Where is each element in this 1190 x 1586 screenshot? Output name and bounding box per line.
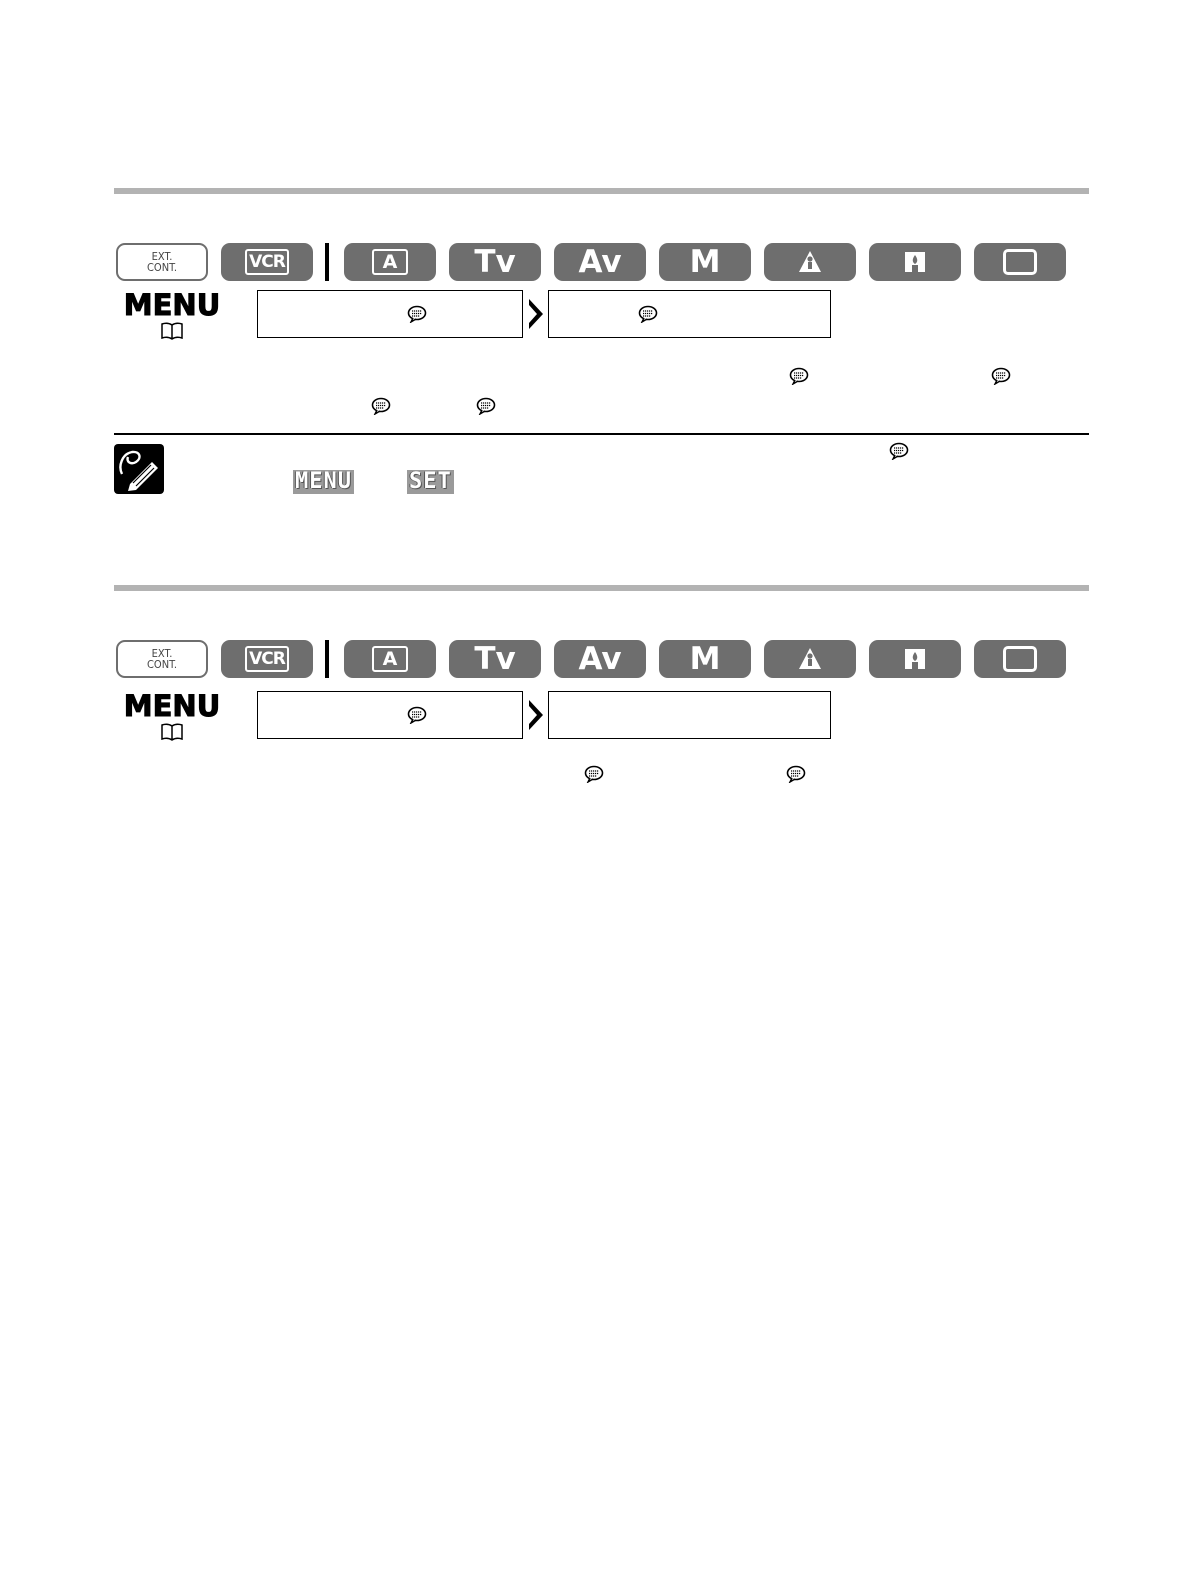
speech-bubble-icon [789,367,809,385]
section-divider [114,585,1089,591]
speech-bubble-icon [584,765,604,783]
mode-movie [974,640,1066,678]
mode-label: M [689,640,721,677]
speech-bubble-icon [476,397,496,415]
menu-reference [117,290,227,340]
mode-label: VCR [245,249,289,275]
mode-label: A [372,249,408,275]
movie-frame-icon [1003,646,1037,672]
lcd-menu-label: MENU [295,469,352,494]
pencil-note-icon [114,444,164,494]
mode-divider [325,640,329,678]
mode-vcr [221,640,313,678]
mode-manual [659,243,751,281]
mode-label: Tv [474,640,516,677]
book-icon [160,723,184,741]
note-divider [114,433,1089,435]
menu-path-box-2 [548,691,831,739]
mode-indicator-row [114,640,1089,678]
mode-tv [449,243,541,281]
mode-tv [449,640,541,678]
spotlight-mode-icon [902,646,928,672]
mode-manual [659,640,751,678]
speech-bubble-icon [407,305,427,323]
menu-reference [117,691,227,741]
mode-av [554,640,646,678]
mode-night [764,243,856,281]
arrow-right-icon [527,297,545,331]
speech-bubble-icon [638,305,658,323]
mode-ext-cont [116,243,208,281]
mode-label: A [372,646,408,672]
speech-bubble-icon [371,397,391,415]
spotlight-mode-icon [902,249,928,275]
lcd-set-label: SET [409,469,452,494]
mode-divider [325,243,329,281]
mode-spotlight [869,243,961,281]
arrow-right-icon [527,698,545,732]
menu-label: MENU [123,288,221,322]
section-divider [114,188,1089,194]
mode-label: VCR [245,646,289,672]
mode-label: M [689,243,721,280]
mode-label: Av [578,640,622,677]
menu-path-box-1 [257,691,523,739]
speech-bubble-icon [786,765,806,783]
mode-ext-cont [116,640,208,678]
mode-vcr [221,243,313,281]
mode-movie [974,243,1066,281]
night-mode-icon [797,249,823,275]
menu-label: MENU [123,689,221,723]
menu-path-box-2 [548,290,831,338]
mode-night [764,640,856,678]
speech-bubble-icon [407,706,427,724]
mode-auto [344,640,436,678]
mode-label: EXT. CONT. [147,647,177,671]
mode-label: EXT. CONT. [147,250,177,274]
mode-label: Tv [474,243,516,280]
mode-indicator-row [114,243,1089,281]
night-mode-icon [797,646,823,672]
menu-path-box-1 [257,290,523,338]
mode-auto [344,243,436,281]
pencil-icon [114,444,164,494]
mode-spotlight [869,640,961,678]
mode-label: Av [578,243,622,280]
book-icon [160,322,184,340]
speech-bubble-icon [991,367,1011,385]
mode-av [554,243,646,281]
speech-bubble-icon [889,442,909,460]
movie-frame-icon [1003,249,1037,275]
